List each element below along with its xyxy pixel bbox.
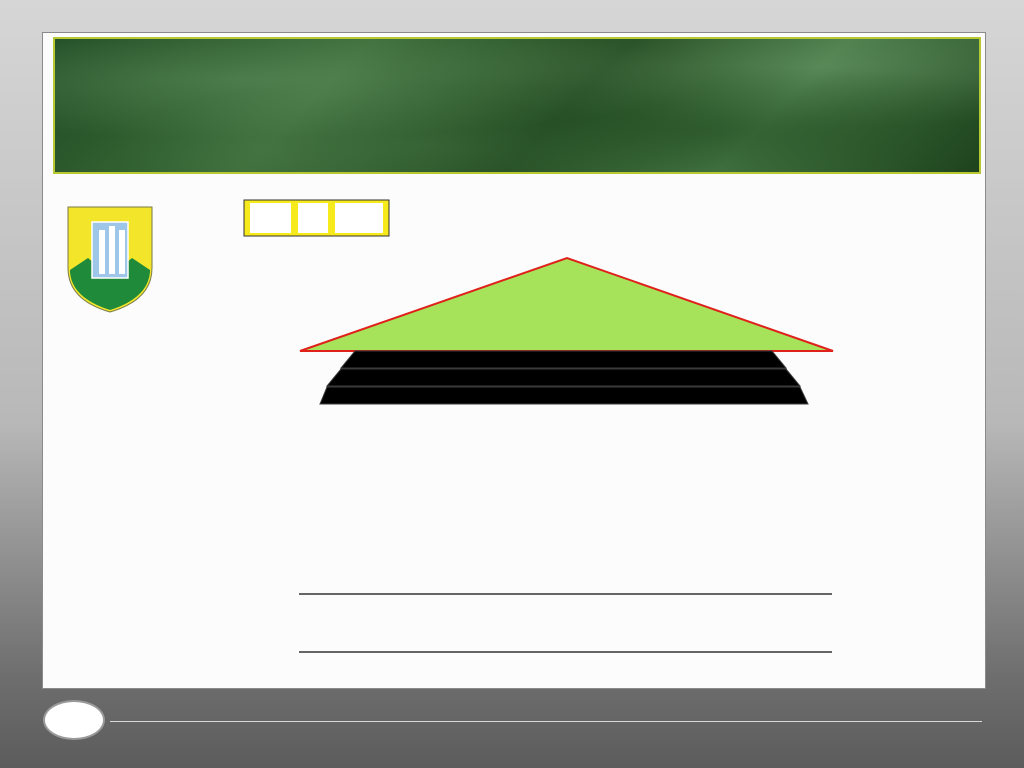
velenje-coat-of-arms	[68, 207, 152, 312]
band-politike-eu	[341, 351, 786, 368]
vis-logo	[244, 200, 389, 236]
footer-divider	[110, 721, 982, 722]
band-regionalni-razvojni-programi	[320, 387, 808, 404]
roof-vizija-obcine	[300, 258, 833, 351]
oec-logo	[43, 700, 105, 740]
band-nacionalne-strategije	[327, 369, 800, 386]
bands	[320, 351, 808, 404]
